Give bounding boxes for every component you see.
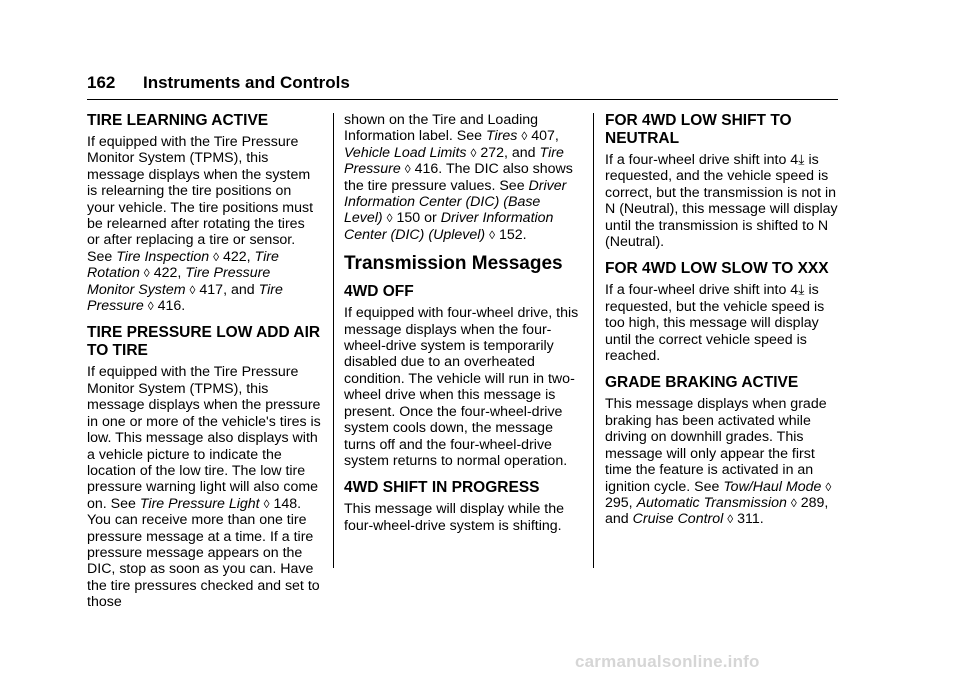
xref-link[interactable]: Automatic Transmission	[636, 494, 787, 511]
paragraph: If a four-wheel drive shift into 4⤓ is requested, but the vehicle speed is too high, this message will display until the correct vehicle speed is reached.	[605, 282, 825, 365]
paragraph: If a four-wheel drive shift into 4⤓ is requested, and the vehicle speed is correct, but the transmission is not in N (Neutral), this message will display until the transmission is shifted to N (Neutral).	[605, 152, 838, 251]
page-ref-icon: ◊	[404, 162, 411, 177]
xref-link[interactable]: Driver Information Center (DIC) (Base Level)	[344, 177, 567, 227]
page-ref-icon: ◊	[489, 227, 496, 242]
paragraph: If equipped with the Tire Pressure Monitor System (TPMS), this message displays when the pressure in one or more of the vehicle's tires is low. This message also displays with a vehicle picture to indicate the location of the low tire. The low tire pressure warning light will also come on. See Tire Pressure Light ◊ 148. You can receive more than one tire pressure message at a time. If a tire pressure message appears on the DIC, stop as soon as you can. Have the tire pressures checked and set to those	[87, 364, 321, 611]
page-ref-icon: ◊	[263, 496, 270, 511]
xref-link[interactable]: Vehicle Load Limits	[344, 144, 467, 161]
xref-link[interactable]: Cruise Control	[632, 511, 724, 528]
page-number: 162	[87, 73, 116, 92]
page-ref-icon: ◊	[189, 282, 196, 297]
column-divider	[593, 113, 594, 568]
xref-link[interactable]: Driver Information Center (DIC) (Uplevel)	[344, 210, 554, 243]
page-ref-icon: ◊	[521, 129, 528, 144]
paragraph: This message will display while the four-wheel-drive system is shifting.	[344, 501, 564, 534]
section-title: Instruments and Controls	[143, 73, 350, 92]
low-range-arrow-icon: ⤓	[798, 282, 805, 299]
heading-transmission-messages: Transmission Messages	[344, 253, 563, 275]
heading-4wd-low-shift: FOR 4WD LOW SHIFT TO NEUTRAL	[605, 112, 792, 147]
page-ref-icon: ◊	[213, 249, 220, 264]
page-ref-icon: ◊	[143, 266, 150, 281]
page-ref-icon: ◊	[727, 512, 734, 527]
page-ref-icon: ◊	[790, 495, 797, 510]
heading-tire-learning: TIRE LEARNING ACTIVE	[87, 112, 269, 129]
page-ref-icon: ◊	[825, 479, 832, 494]
page-header	[87, 73, 838, 100]
xref-link[interactable]: Tire Rotation	[87, 248, 279, 282]
heading-tire-pressure-low: TIRE PRESSURE LOW ADD AIR TO TIRE	[87, 324, 321, 360]
low-range-arrow-icon: ⤓	[798, 152, 805, 168]
xref-link[interactable]: Tires	[485, 128, 518, 145]
column-2	[344, 112, 582, 544]
heading-4wd-shift: 4WD SHIFT IN PROGRESS	[344, 479, 540, 497]
xref-link[interactable]: Tire Pressure Monitor System	[87, 265, 271, 298]
xref-link[interactable]: Tire Pressure Light	[139, 495, 260, 512]
paragraph: This message displays when grade braking has been activated while driving on downhill grades. This message will only appear the first time the feature is activated in an ignition cycle. See Tow/Haul Mode ◊ 295, Automatic Transmission ◊ 289, and Cruise Control ◊ 311.	[605, 396, 832, 528]
column-3	[605, 112, 843, 538]
page-ref-icon: ◊	[386, 211, 393, 226]
paragraph: If equipped with the Tire Pressure Monitor System (TPMS), this message displays when the system is relearning the tire positions on your vehicle. The tire positions must be relearned after rotating the tires or after replacing a tire or sensor. See Tire Inspection ◊ 422, Tire Rotation ◊ 422, Tire Pressure Monitor System ◊ 417, and Tire Pressure ◊ 416.	[87, 134, 314, 315]
page-ref-icon: ◊	[147, 299, 154, 314]
column-1	[87, 112, 321, 621]
heading-4wd-low-slow: FOR 4WD LOW SLOW TO XXX	[605, 260, 829, 278]
xref-link[interactable]: Tire Pressure	[344, 144, 564, 178]
page-ref: 422	[222, 248, 247, 265]
column-divider	[333, 113, 334, 568]
page-ref-icon: ◊	[470, 145, 477, 160]
xref-link[interactable]: Tire Pressure	[87, 281, 283, 315]
xref-link[interactable]: Tow/Haul Mode	[723, 478, 822, 495]
paragraph: If equipped with four-wheel drive, this message displays when the four-wheel-drive system is temporarily disabled due to an overheated condition. The vehicle will run in two-wheel drive when this message is present. Once the four-wheel-drive system cools down, the message turns off and the four-wheel-drive system returns to normal operation.	[344, 305, 579, 469]
heading-grade-braking: GRADE BRAKING ACTIVE	[605, 374, 799, 392]
paragraph: shown on the Tire and Loading Information label. See Tires ◊ 407, Vehicle Load Limits ◊ 272, and Tire Pressure ◊ 416. The DIC also shows the tire pressure values. See Driver Information Center (DIC) (Base Level) ◊ 150 or Driver Information Center (DIC) (Uplevel) ◊ 152.	[344, 112, 573, 243]
xref-link[interactable]: Tire Inspection	[116, 248, 210, 265]
watermark: carmanualsonline.info	[575, 652, 760, 671]
heading-4wd-off: 4WD OFF	[344, 283, 414, 301]
